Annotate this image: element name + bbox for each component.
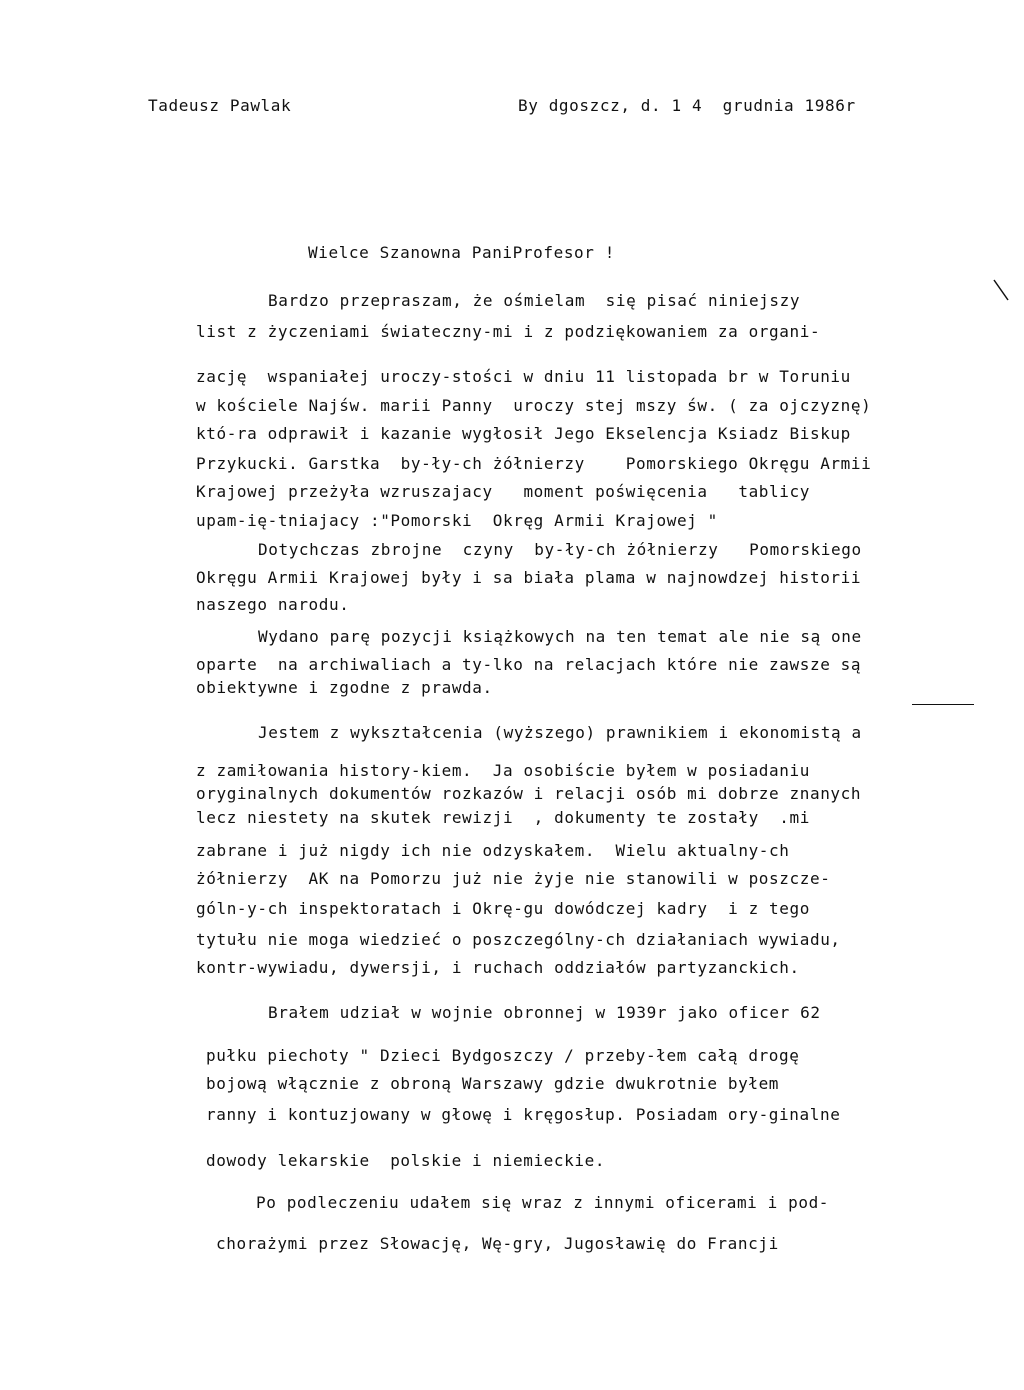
body-line: Bardzo przepraszam, że ośmielam się pisać niniejszy	[268, 291, 801, 310]
body-line: naszego narodu.	[196, 595, 350, 614]
body-line: któ-ra odprawił i kazanie wygłosił Jego Ekselencja Ksiadz Biskup	[196, 424, 851, 443]
body-line: tytułu nie moga wiedzieć o poszczególny-ch działaniach wywiadu,	[196, 930, 841, 949]
body-line: Okręgu Armii Krajowej były i sa biała plama w najnowdzej historii	[196, 568, 862, 587]
body-line: Jestem z wykształcenia (wyższego) prawnikiem i ekonomistą a	[258, 723, 862, 742]
body-line: bojową włącznie z obroną Warszawy gdzie dwukrotnie byłem	[206, 1074, 780, 1093]
body-line: zabrane i już nigdy ich nie odzyskałem. Wielu aktualny-ch	[196, 841, 790, 860]
body-line: obiektywne i zgodne z prawda.	[196, 678, 493, 697]
body-line: oryginalnych dokumentów rozkazów i relacji osób mi dobrze znanych	[196, 784, 862, 803]
underline-mark	[912, 704, 974, 705]
body-line: Dotychczas zbrojne czyny by-ły-ch żółnierzy Pomorskiego	[258, 540, 862, 559]
body-line: lecz niestety na skutek rewizji , dokumenty te zostały .mi	[196, 808, 810, 827]
body-line: żółnierzy AK na Pomorzu już nie żyje nie stanowili w poszcze-	[196, 869, 831, 888]
body-line: list z życzeniami świateczny-mi i z podziękowaniem za organi-	[196, 322, 821, 341]
body-line: Wydano parę pozycji książkowych na ten temat ale nie są one	[258, 627, 862, 646]
body-line: ranny i kontuzjowany w głowę i kręgosłup. Posiadam ory-ginalne	[206, 1105, 841, 1124]
body-line: Przykucki. Garstka by-ły-ch żółnierzy Pomorskiego Okręgu Armii	[196, 454, 872, 473]
body-line: Po podleczeniu udałem się wraz z innymi oficerami i pod-	[256, 1193, 830, 1212]
place-date: By dgoszcz, d. 1 4 grudnia 1986r	[518, 96, 856, 115]
body-line: Krajowej przeżyła wzruszajacy moment poświęcenia tablicy	[196, 482, 810, 501]
salutation: Wielce Szanowna PaniProfesor !	[308, 243, 615, 262]
body-line: góln-y-ch inspektoratach i Okrę-gu dowódczej kadry i z tego	[196, 899, 810, 918]
body-line: zację wspaniałej uroczy-stości w dniu 11 listopada br w Toruniu	[196, 367, 851, 386]
body-line: z zamiłowania history-kiem. Ja osobiście byłem w posiadaniu	[196, 761, 810, 780]
body-line: pułku piechoty " Dzieci Bydgoszczy / przeby-łem całą drogę	[206, 1046, 800, 1065]
body-line: w kościele Najśw. marii Panny uroczy stej mszy św. ( za ojczyznę)	[196, 396, 872, 415]
body-line: kontr-wywiadu, dywersji, i ruchach oddziałów partyzanckich.	[196, 958, 800, 977]
body-line: Brałem udział w wojnie obronnej w 1939r jako oficer 62	[268, 1003, 821, 1022]
body-line: dowody lekarskie polskie i niemieckie.	[206, 1151, 606, 1170]
author-name: Tadeusz Pawlak	[148, 96, 292, 115]
margin-stroke-mark	[992, 278, 1012, 304]
body-line: chorażymi przez Słowację, Wę-gry, Jugosławię do Francji	[216, 1234, 779, 1253]
body-line: upam-ię-tniajacy :"Pomorski Okręg Armii Krajowej "	[196, 511, 718, 530]
body-line: oparte na archiwaliach a ty-lko na relacjach które nie zawsze są	[196, 655, 862, 674]
